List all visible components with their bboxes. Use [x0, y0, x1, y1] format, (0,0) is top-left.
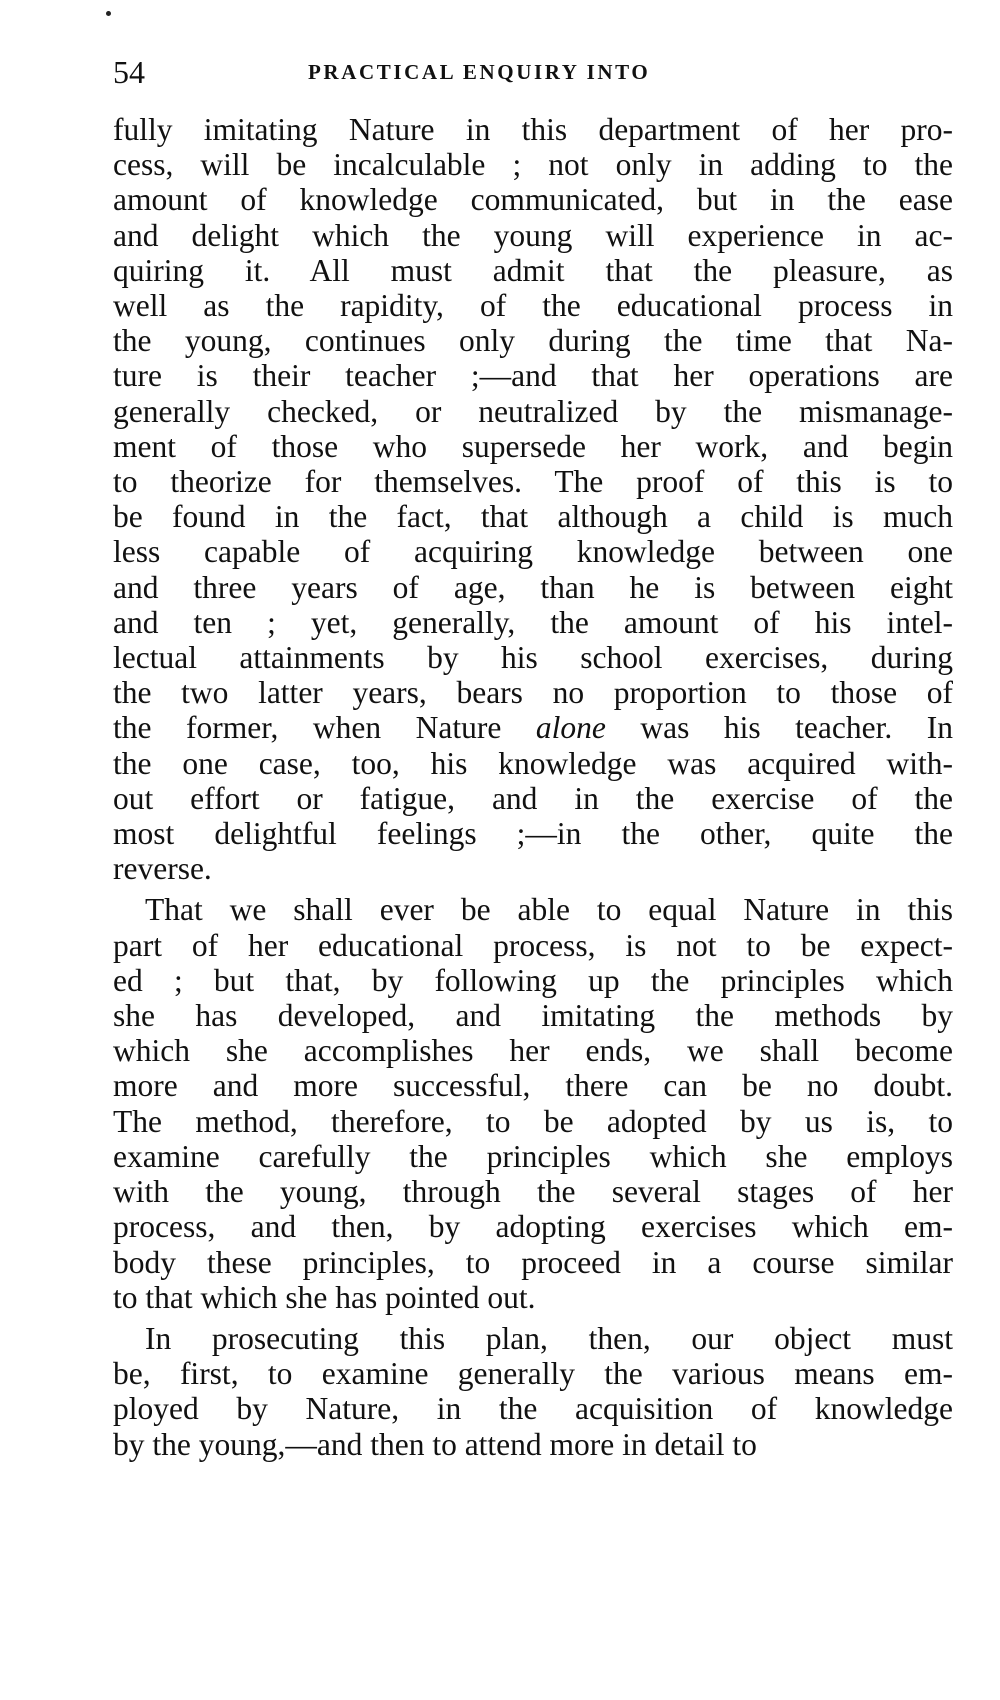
- text-line: the two latter years, bears no proportion to those of: [113, 675, 953, 711]
- text-line: In prosecuting this plan, then, our object must: [145, 1320, 953, 1356]
- text-line: to that which she has pointed out.: [113, 1279, 536, 1315]
- text-line: body these principles, to proceed in a course similar: [113, 1244, 953, 1280]
- text-line: ed ; but that, by following up the principles which: [113, 962, 953, 998]
- page-number: 54: [113, 54, 145, 90]
- text-line: cess, will be incalculable ; not only in adding to the: [113, 147, 953, 183]
- text-line: part of her educational process, is not to be expect-: [113, 927, 953, 963]
- italic-word: alone: [535, 710, 606, 746]
- text-line: The method, therefore, to be adopted by us is, to: [113, 1103, 953, 1139]
- text-line: most delightful feelings ;—in the other, quite the: [113, 816, 953, 852]
- text-line: less capable of acquiring knowledge between one: [113, 534, 953, 570]
- text-line: That we shall ever be able to equal Nature in this: [145, 892, 953, 928]
- text-line: [113, 710, 953, 745]
- text-line: quiring it. All must admit that the pleasure, as: [113, 252, 953, 288]
- text-line: which she accomplishes her ends, we shall become: [113, 1033, 953, 1069]
- text-line: lectual attainments by his school exercises, during: [113, 640, 953, 676]
- paragraph: [113, 1321, 953, 1462]
- text-run: was his teacher. In: [605, 710, 953, 746]
- text-run: the former, when Nature: [113, 710, 536, 746]
- text-line: and delight which the young will experience in ac-: [113, 217, 953, 253]
- text-line: the young, continues only during the time that Na-: [113, 323, 953, 359]
- text-line: be, first, to examine generally the various means em-: [113, 1356, 953, 1392]
- text-line: well as the rapidity, of the educational process in: [113, 288, 953, 324]
- text-line: ture is their teacher ;—and that her operations are: [113, 358, 953, 394]
- text-line: to theorize for themselves. The proof of this is to: [113, 464, 953, 500]
- text-line: and three years of age, than he is between eight: [113, 569, 953, 605]
- text-line: process, and then, by adopting exercises which em-: [113, 1209, 953, 1245]
- text-line: ment of those who supersede her work, and begin: [113, 428, 953, 464]
- page-header: [113, 52, 953, 92]
- text-line: be found in the fact, that although a child is much: [113, 499, 953, 535]
- paragraph: [113, 112, 953, 886]
- paragraph: [113, 892, 953, 1314]
- text-line: more and more successful, there can be no doubt.: [113, 1068, 953, 1104]
- text-line: generally checked, or neutralized by the mismanage-: [113, 393, 953, 429]
- body-text: [113, 112, 953, 1462]
- text-line: by the young,—and then to attend more in detail to: [113, 1426, 757, 1462]
- text-line: with the young, through the several stages of her: [113, 1174, 953, 1210]
- text-line: ployed by Nature, in the acquisition of knowledge: [113, 1391, 953, 1427]
- text-line: examine carefully the principles which she employs: [113, 1138, 953, 1174]
- text-line: fully imitating Nature in this department of her pro-: [113, 112, 953, 147]
- text-line: and ten ; yet, generally, the amount of his intel-: [113, 604, 953, 640]
- text-line: amount of knowledge communicated, but in the ease: [113, 182, 953, 218]
- ink-speck: [106, 11, 111, 16]
- text-line: the one case, too, his knowledge was acquired with-: [113, 745, 953, 781]
- text-line: out effort or fatigue, and in the exercise of the: [113, 780, 953, 816]
- text-line: she has developed, and imitating the methods by: [113, 998, 953, 1034]
- text-line: reverse.: [113, 851, 212, 887]
- running-head: PRACTICAL ENQUIRY INTO: [308, 60, 651, 84]
